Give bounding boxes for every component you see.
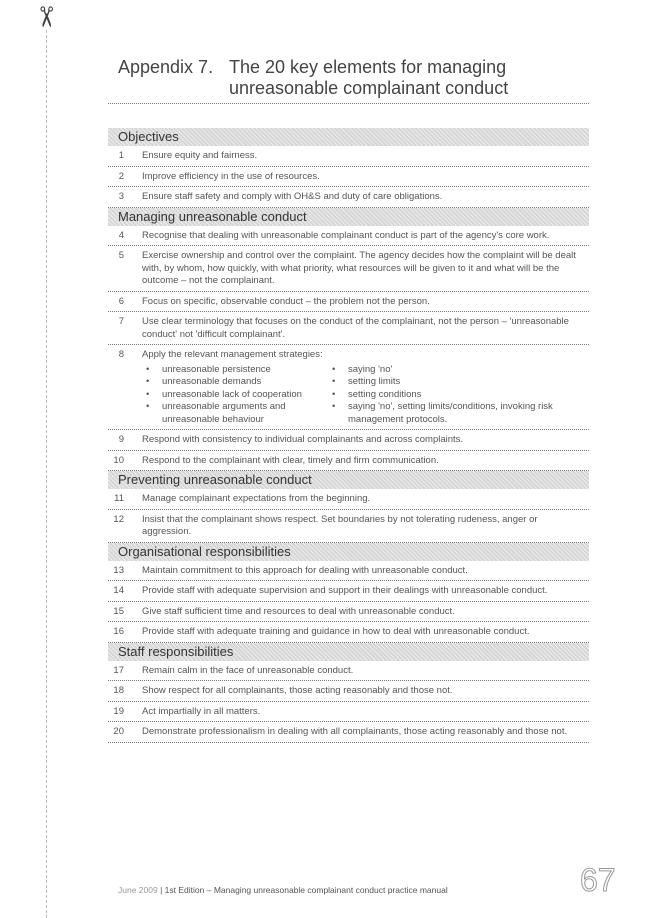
elements-table — [108, 128, 589, 743]
strategy-item — [142, 389, 328, 402]
table-row — [108, 661, 589, 682]
row-number: 16 — [113, 626, 124, 637]
row-number: 10 — [113, 454, 124, 466]
row-number: 4 — [118, 229, 124, 241]
table-row — [108, 451, 589, 472]
section-header: Objectives — [108, 128, 589, 146]
appendix-label: Appendix 7. — [118, 57, 214, 77]
footer-separator: | — [160, 885, 163, 895]
row-text: Focus on specific, observable conduct – the problem not the person. — [142, 295, 430, 307]
table-row — [108, 702, 589, 723]
table-row — [108, 602, 589, 623]
strategy-item — [328, 376, 568, 389]
table-row — [108, 681, 589, 702]
table-row — [108, 146, 589, 167]
section-header: Organisational responsibilities — [108, 543, 589, 561]
bullet-icon: • — [332, 401, 336, 412]
table-row — [108, 167, 589, 188]
bullet-icon: • — [146, 376, 150, 387]
row-text: Demonstrate professionalism in dealing with all complainants, those acting reasonably and those not. — [142, 726, 568, 737]
row-number: 14 — [113, 585, 124, 596]
row-text: Exercise ownership and control over the complaint. The agency decides how the complaint will be dealt with, by whom, how quickly, with what priority, what resources will be given to it and what will be the outcome – not the complainant. — [142, 250, 576, 286]
strategy-label: setting conditions — [348, 388, 422, 400]
strategy-label: setting limits — [348, 376, 401, 387]
row-number: 15 — [113, 605, 124, 617]
bullet-icon: • — [146, 363, 150, 375]
strategy-item — [328, 401, 568, 426]
row-text: Improve efficiency in the use of resources. — [142, 170, 320, 182]
row-text: Ensure equity and fairness. — [142, 150, 258, 161]
cut-line — [46, 30, 47, 918]
row-text: Provide staff with adequate training and guidance in how to deal with unreasonable conduct. — [142, 626, 530, 637]
strategy-item — [142, 376, 328, 389]
footer-text: 1st Edition – Managing unreasonable complainant conduct practice manual — [164, 885, 448, 895]
table-row — [108, 292, 589, 313]
row-number: 9 — [118, 434, 124, 445]
scissors-icon: ✂ — [29, 5, 63, 29]
row-number: 18 — [113, 685, 124, 696]
strategy-label: unreasonable lack of cooperation — [162, 388, 302, 400]
section-header: Managing unreasonable conduct — [108, 208, 589, 226]
page-number: 67 — [580, 862, 616, 898]
strategy-label: unreasonable demands — [162, 376, 262, 387]
strategy-item — [142, 401, 328, 426]
row-number: 7 — [118, 316, 124, 327]
row-text: Provide staff with adequate supervision and support in their dealings with unreasonable conduct. — [142, 585, 548, 596]
bullet-icon: • — [332, 363, 336, 375]
strategy-label: saying 'no', setting limits/conditions, invoking risk management protocols. — [348, 401, 553, 425]
row-text: Give staff sufficient time and resources to deal with unreasonable conduct. — [142, 605, 455, 617]
row-number: 11 — [114, 493, 124, 504]
table-row — [108, 622, 589, 643]
row-text: Respond to the complainant with clear, timely and firm communication. — [142, 454, 439, 466]
row-number: 12 — [113, 513, 124, 525]
table-row — [108, 345, 589, 430]
row-text: Recognise that dealing with unreasonable complainant conduct is part of the agency's core work. — [142, 229, 550, 241]
row-text: Show respect for all complainants, those acting reasonably and those not. — [142, 685, 453, 696]
section-header: Preventing unreasonable conduct — [108, 471, 589, 489]
row-number: 8 — [118, 349, 124, 360]
row-text: Remain calm in the face of unreasonable conduct. — [142, 664, 354, 676]
table-row — [108, 489, 589, 510]
table-row — [108, 187, 589, 208]
row-number: 13 — [113, 564, 124, 576]
bullet-icon: • — [146, 388, 150, 400]
row-text: Insist that the complainant shows respect. Set boundaries by not tolerating rudeness, anger or aggression. — [142, 513, 538, 537]
row-number: 1 — [118, 150, 124, 161]
header-divider — [108, 103, 589, 104]
row-number: 2 — [118, 170, 124, 182]
row-number: 19 — [113, 705, 124, 717]
row-text: Respond with consistency to individual complainants and across complaints. — [142, 434, 464, 445]
section-header: Staff responsibilities — [108, 643, 589, 661]
strategy-item — [142, 364, 328, 377]
strategy-item — [328, 364, 568, 377]
strategy-label: unreasonable persistence — [162, 363, 271, 375]
row-text: Ensure staff safety and comply with OH&S and duty of care obligations. — [142, 191, 443, 202]
table-row — [108, 312, 589, 345]
strategy-label: unreasonable arguments and unreasonable behaviour — [162, 401, 286, 425]
row-number: 6 — [118, 295, 124, 307]
row-text: Apply the relevant management strategies: — [142, 349, 323, 360]
row-text: Manage complainant expectations from the beginning. — [142, 493, 371, 504]
table-row — [108, 581, 589, 602]
page-title: The 20 key elements for managing unreasonable complainant conduct — [229, 57, 509, 98]
table-row — [108, 226, 589, 247]
table-row — [108, 722, 589, 743]
row-text: Act impartially in all matters. — [142, 705, 261, 717]
table-row — [108, 246, 589, 292]
row-text: Use clear terminology that focuses on the conduct of the complainant, not the person – 'unreasonable conduct' not 'difficult complainant'. — [142, 316, 569, 340]
strategy-item — [328, 389, 568, 402]
row-number: 5 — [118, 250, 124, 261]
row-number: 17 — [113, 664, 124, 676]
bullet-icon: • — [332, 376, 336, 387]
table-row — [108, 510, 589, 543]
table-row — [108, 430, 589, 451]
page-footer — [118, 885, 448, 895]
bullet-icon: • — [146, 401, 150, 412]
table-row — [108, 561, 589, 582]
strategy-list — [142, 364, 589, 427]
strategy-label: saying 'no' — [348, 363, 393, 375]
bullet-icon: • — [332, 388, 336, 400]
footer-date: June 2009 — [118, 885, 158, 895]
row-text: Maintain commitment to this approach for dealing with unreasonable conduct. — [142, 564, 468, 576]
row-number: 20 — [113, 726, 124, 737]
row-number: 3 — [118, 191, 124, 202]
